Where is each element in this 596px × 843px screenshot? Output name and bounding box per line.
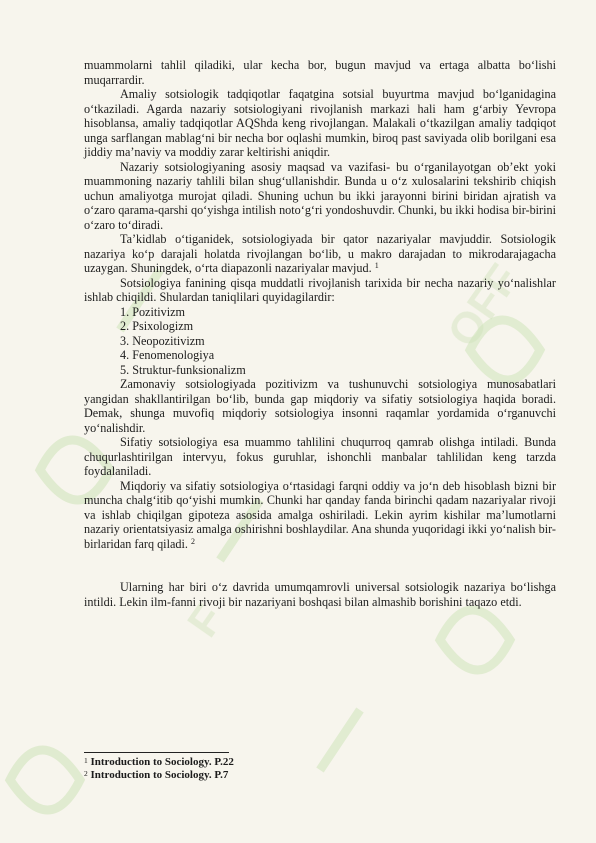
footnote-ref: 2 <box>190 536 195 546</box>
footnote-text: Introduction to Sociology. P.22 <box>90 756 234 768</box>
paragraph: Nazariy sotsiologiyaning asosiy maqsad va vazifasi- bu o‘rganilayotgan ob’ekt yoki muammoning nazariy tahlili bilan shug‘ullanishdir. Bunda u o‘z xulosalarini tekshirib chiqish uchun amaliyotga murojat qiladi. Shuning uchun bu ikki jarayonni birini biridan ajratish va o‘zaro qarama-qarshi qo‘yishga intilish noto‘g‘ri yondoshuvdir. Chunki, bu ikki hodisa bir-birini o‘zaro to‘diradi. <box>84 159 556 232</box>
paragraph <box>84 479 556 552</box>
document-body <box>84 58 556 609</box>
list-item: 5. Struktur-funksionalizm <box>120 362 246 377</box>
paragraph <box>84 232 556 276</box>
paragraph-text: Ta’kidlab o‘tiganidek, sotsiologiyada bir qator nazariyalar mavjuddir. Sotsiologik nazariya ko‘p darajali holatda rivojlangan bo‘lib, u makro darajadan to mikrodarajagacha uzaygan. Shuningdek, o‘rta diapazonli nazariyalar mavjud. <box>84 232 556 275</box>
footnotes <box>84 752 556 782</box>
paragraph-text: Miqdoriy va sifatiy sotsiologiya o‘rtasidagi farqni oddiy va jo‘n deb hisoblash bizni bir muncha chalg‘itib qo‘yishi mumkin. Chunki har qanday fanda birinchi qadam nazariyalar rivoji va ishlab chiqilgan gipoteza asosida amalga oshiriladi. Lekin ayrim kishilar ma’lumotlarni nazariy orientatsiyasiz amalga oshirishni boshlaydilar. Ana shunda yuqoridagi ikki yo‘nalish bir-birlaridan farq qiladi. <box>84 478 556 551</box>
footnote <box>84 769 556 782</box>
list-item: 1. Pozitivizm <box>120 304 185 319</box>
paragraph: Amaliy sotsiologik tadqiqotlar faqatgina sotsial buyurtma mavjud bo‘lganidagina o‘tkaziladi. Agarda nazariy sotsiologiyani rivojlanish markazi hali ham g‘arbiy Yevropa hisoblansa, amaliy tadqiqotlar AQShda keng rivojlangan. Malakali o‘tkazilgan amaliy tadqiqot unga sarflangan mablag‘ni bir necha bor oqlashi mumkin, biroq past saviyada olib borilgani esa jiddiy ma’naviy va moddiy zarar keltirishi aniqdir. <box>84 87 556 159</box>
footnote-number: 1 <box>84 756 88 765</box>
svg-text:OFF: OFF <box>438 255 529 356</box>
spacer <box>84 551 556 580</box>
paragraph: Ularning har biri o‘z davrida umumqamrovli universal sotsiologik nazariya bo‘lishga intildi. Lekin ilm-fanni rivoji bir nazariyani boshqasi bilan almashib borishini taqazo etdi. <box>84 580 556 609</box>
paragraph: Zamonaviy sotsiologiyada pozitivizm va tushunuvchi sotsiologiya munosabatlari yangidan shakllantirilgan bo‘lib, bunda gap miqdoriy va sifatiy sotsiologiya haqida boradi. Demak, shunga muvofiq miqdoriy sotsiologiya insonni raqamlar yordamida o‘rganuvchi yo‘nalishdir. <box>84 377 556 435</box>
theory-list <box>84 305 556 378</box>
footnote-text: Introduction to Sociology. P.7 <box>90 769 229 781</box>
list-item: 4. Fenomenologiya <box>120 348 215 362</box>
footnote-divider <box>84 752 229 753</box>
list-item: 2. Psixologizm <box>120 319 194 333</box>
svg-text:F: F <box>178 595 234 646</box>
footnote-number: 2 <box>84 769 88 778</box>
paragraph: muammolarni tahlil qiladiki, ular kecha bor, bugun mavjud va ertaga albatta bo‘lishi muqarrardir. <box>84 58 556 87</box>
paragraph: Sifatiy sotsiologiya esa muammo tahlilini chuqurroq qamrab olishga intiladi. Bunda chuqurlashtirilgan intervyu, fokus guruhlar, ishonchli manbalar tahlilidan keng tarzda foydalaniladi. <box>84 435 556 478</box>
footnote-ref: 1 <box>374 261 379 270</box>
paragraph: Sotsiologiya fanining qisqa muddatli rivojlanish tarixida bir necha nazariy yo‘nalishlar ishlab chiqildi. Shulardan taniqlilari quyidagilardir: <box>84 275 556 304</box>
list-item: 3. Neopozitivizm <box>120 333 205 348</box>
footnote <box>84 756 556 769</box>
